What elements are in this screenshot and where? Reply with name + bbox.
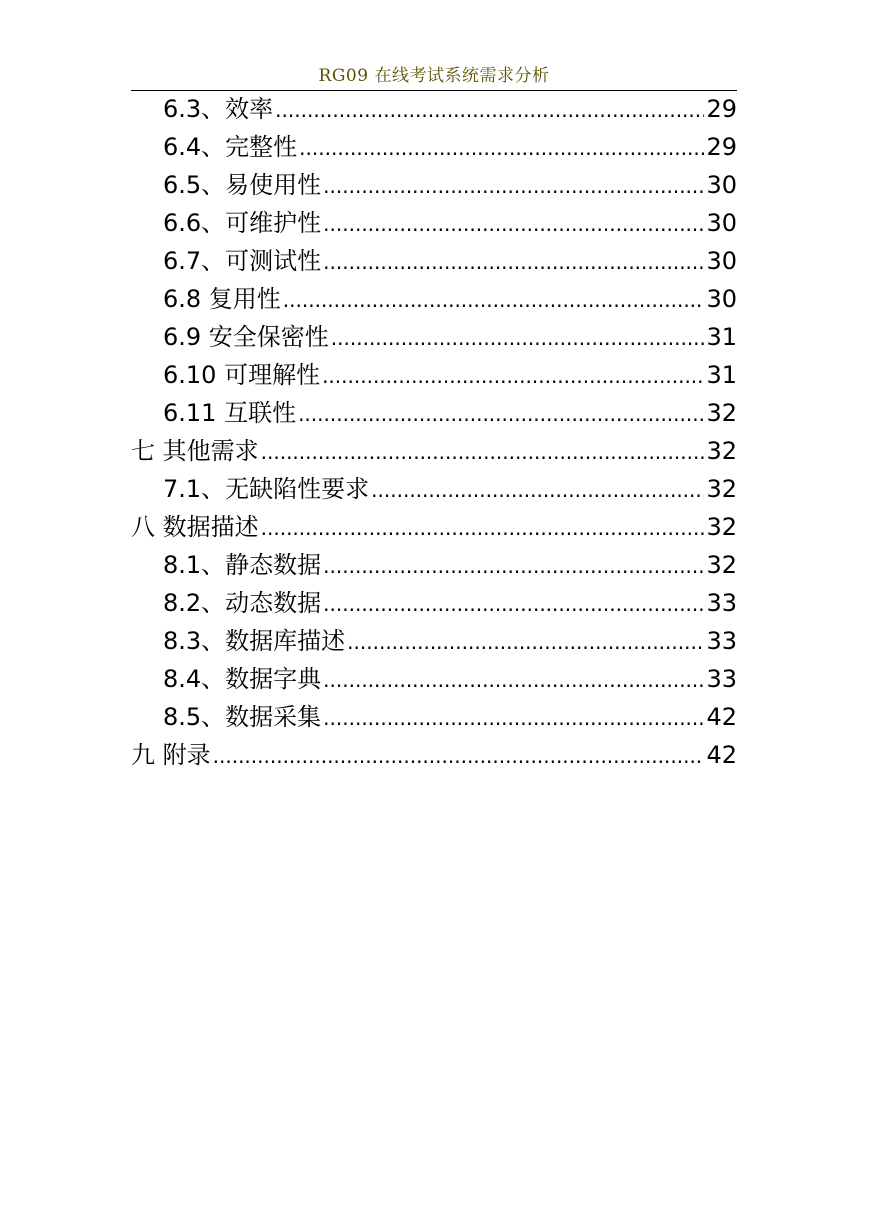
toc-entry-title: 6.3、效率 <box>163 95 274 123</box>
toc-entry-title: 6.8 复用性 <box>163 285 281 313</box>
toc-entry[interactable] <box>131 166 737 204</box>
toc-entry-page: 30 <box>706 285 737 313</box>
toc-entry[interactable] <box>131 90 737 128</box>
toc-dot-leader <box>299 129 704 167</box>
toc-entry-page: 31 <box>706 361 737 389</box>
page-header: RG09 在线考试系统需求分析 <box>131 62 737 91</box>
toc-dot-leader <box>323 585 704 623</box>
toc-dot-leader <box>213 737 705 775</box>
toc-entry-page: 30 <box>706 209 737 237</box>
toc-dot-leader <box>323 205 704 243</box>
toc-dot-leader <box>322 357 704 395</box>
toc-entry-page: 30 <box>706 171 737 199</box>
toc-entry-page: 32 <box>706 437 737 465</box>
toc-entry-title: 6.7、可测试性 <box>163 247 322 275</box>
toc-entry-page: 33 <box>706 627 737 655</box>
toc-entry-title: 七 其他需求 <box>131 437 259 465</box>
toc-dot-leader <box>298 395 704 433</box>
toc-entry-title: 6.6、可维护性 <box>163 209 322 237</box>
toc-entry-title: 8.4、数据字典 <box>163 665 322 693</box>
toc-entry[interactable] <box>131 584 737 622</box>
toc-dot-leader <box>275 91 704 129</box>
toc-entry[interactable] <box>131 508 737 546</box>
toc-dot-leader <box>283 281 705 319</box>
toc-dot-leader <box>331 319 705 357</box>
toc-entry[interactable] <box>131 280 737 318</box>
toc-entry-page: 29 <box>706 95 737 123</box>
toc-entry-title: 6.5、易使用性 <box>163 171 322 199</box>
toc-entry-page: 32 <box>706 475 737 503</box>
toc-entry-page: 32 <box>706 399 737 427</box>
toc-entry-page: 32 <box>706 551 737 579</box>
toc-entry-page: 42 <box>706 703 737 731</box>
toc-entry-title: 九 附录 <box>131 741 211 769</box>
toc-entry-page: 31 <box>706 323 737 351</box>
toc-entry[interactable] <box>131 394 737 432</box>
toc-entry[interactable] <box>131 546 737 584</box>
toc-dot-leader <box>261 509 705 547</box>
toc-dot-leader <box>323 243 704 281</box>
toc-dot-leader <box>371 471 704 509</box>
toc-entry[interactable] <box>131 432 737 470</box>
toc-dot-leader <box>323 661 704 699</box>
toc-dot-leader <box>347 623 704 661</box>
toc-entry-title: 6.4、完整性 <box>163 133 298 161</box>
toc-dot-leader <box>261 433 705 471</box>
toc-entry-page: 33 <box>706 665 737 693</box>
toc-entry-title: 8.3、数据库描述 <box>163 627 346 655</box>
toc-entry[interactable] <box>131 128 737 166</box>
toc-entry-title: 8.5、数据采集 <box>163 703 322 731</box>
toc-entry-title: 8.2、动态数据 <box>163 589 322 617</box>
toc-entry[interactable] <box>131 736 737 774</box>
toc-entry[interactable] <box>131 622 737 660</box>
toc-entry-page: 33 <box>706 589 737 617</box>
toc-entry-title: 7.1、无缺陷性要求 <box>163 475 370 503</box>
toc-entry[interactable] <box>131 698 737 736</box>
toc-entry[interactable] <box>131 204 737 242</box>
toc-entry[interactable] <box>131 356 737 394</box>
toc-entry-page: 30 <box>706 247 737 275</box>
toc-dot-leader <box>323 167 704 205</box>
toc-entry-page: 42 <box>706 741 737 769</box>
toc-entry[interactable] <box>131 318 737 356</box>
toc-entry-title: 6.9 安全保密性 <box>163 323 329 351</box>
table-of-contents <box>131 90 737 774</box>
toc-dot-leader <box>323 699 704 737</box>
toc-entry[interactable] <box>131 470 737 508</box>
toc-entry-page: 29 <box>706 133 737 161</box>
toc-entry-title: 6.11 互联性 <box>163 399 297 427</box>
toc-entry-title: 八 数据描述 <box>131 513 259 541</box>
toc-entry[interactable] <box>131 242 737 280</box>
toc-entry-title: 8.1、静态数据 <box>163 551 322 579</box>
toc-entry[interactable] <box>131 660 737 698</box>
toc-entry-page: 32 <box>706 513 737 541</box>
toc-entry-title: 6.10 可理解性 <box>163 361 321 389</box>
toc-dot-leader <box>323 547 704 585</box>
